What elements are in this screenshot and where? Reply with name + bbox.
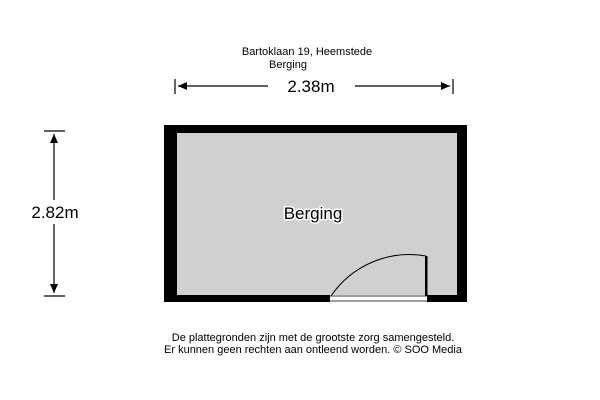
door-leaf	[425, 256, 428, 296]
plan-subtitle: Berging	[269, 59, 307, 71]
width-label: 2.38m	[287, 77, 335, 96]
height-dimension	[31, 131, 78, 296]
plan-address: Bartoklaan 19, Heemstede	[241, 46, 373, 58]
disclaimer-line-2: Er kunnen geen rechten aan ontleend worden. © SOO Media	[164, 344, 462, 356]
room-berging	[164, 125, 467, 302]
width-dimension	[175, 77, 453, 96]
disclaimer-line-1: De plattegronden zijn met de grootste zorg samengesteld.	[171, 332, 455, 344]
room-label: Berging	[283, 204, 343, 223]
height-label: 2.82m	[31, 203, 79, 222]
